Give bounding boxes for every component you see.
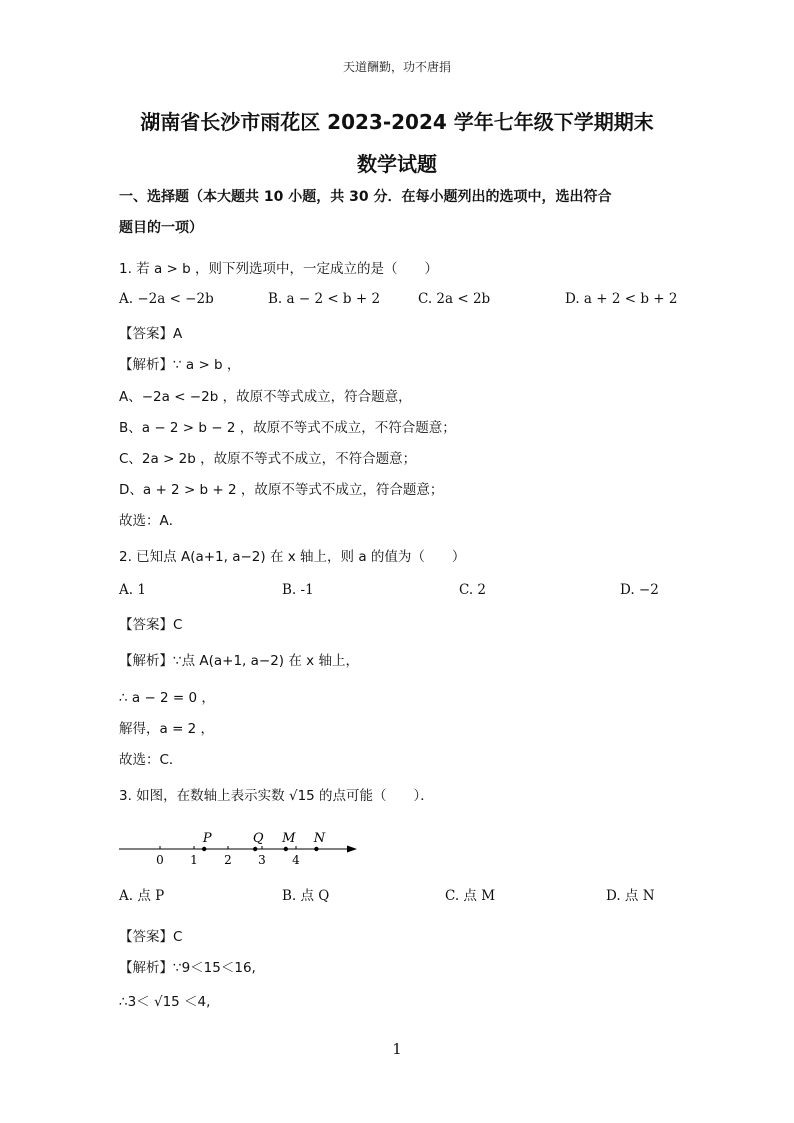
q2-analysis-1: ∴ a − 2 = 0 ， [119, 690, 215, 706]
q3-option-a: A. 点 P [119, 888, 165, 904]
q1-stem: 1. 若 a > b ，则下列选项中，一定成立的是（ ） [119, 261, 438, 277]
q3-analysis-0: 【解析】∵9＜15＜16, [119, 960, 256, 976]
q2-stem: 2. 已知点 A(a+1, a−2) 在 x 轴上，则 a 的值为（ ） [119, 549, 466, 565]
q1-analysis-3: C、2a > 2b ，故原不等式不成立，不符合题意； [119, 451, 417, 467]
document-title: 湖南省长沙市雨花区 2023-2024 学年七年级下学期期末 [140, 110, 654, 134]
number-line-arrow [347, 846, 357, 853]
q1-analysis-1: A、−2a < −2b ，故原不等式成立，符合题意， [119, 389, 412, 405]
q2-option-a: A. 1 [119, 582, 146, 598]
q1-option-a: A. −2a < −2b [119, 291, 214, 307]
q3-stem: 3. 如图，在数轴上表示实数 √15 的点可能（ ）． [119, 788, 434, 804]
section-heading-cont: 题目的一项） [119, 220, 203, 236]
q1-option-d: D. a + 2 < b + 2 [565, 291, 678, 307]
q2-analysis-3: 故选：C． [119, 752, 183, 768]
page-number: 1 [392, 1040, 402, 1058]
q3-option-c: C. 点 M [445, 888, 496, 904]
number-line-point-q [253, 847, 257, 851]
number-line-point-n [314, 847, 318, 851]
number-line-point-p [202, 847, 206, 851]
q1-option-c: C. 2a < 2b [418, 291, 491, 307]
number-line-point-label-n: N [313, 831, 326, 846]
q1-analysis-0: 【解析】∵ a > b ， [119, 357, 241, 373]
number-line-tick-label-1: 1 [190, 853, 198, 867]
number-line-point-label-m: M [282, 831, 296, 846]
number-line-tick-label-4: 4 [292, 853, 300, 867]
section-heading: 一、选择题（本大题共 10 小题，共 30 分．在每小题列出的选项中，选出符合 [119, 189, 612, 205]
number-line-point-label-q: Q [252, 831, 264, 846]
number-line-figure [119, 822, 364, 872]
number-line-point-label-p: P [202, 831, 212, 846]
q2-option-d: D. −2 [620, 582, 659, 598]
q1-analysis-5: 故选：A． [119, 513, 183, 529]
page-header: 天道酬勤，功不唐捐 [342, 60, 451, 74]
number-line-tick-label-0: 0 [156, 853, 164, 867]
q2-option-c: C. 2 [459, 582, 487, 598]
q2-option-b: B. -1 [282, 582, 314, 598]
q2-analysis-0: 【解析】∵点 A(a+1, a−2) 在 x 轴上， [119, 653, 359, 669]
document-subtitle: 数学试题 [357, 152, 437, 176]
q3-answer: 【答案】C [119, 929, 183, 945]
number-line-tick-label-3: 3 [258, 853, 266, 867]
q3-analysis-1: ∴3＜ √15 ＜4, [119, 994, 211, 1010]
q3-option-b: B. 点 Q [282, 888, 330, 904]
q2-answer: 【答案】C [119, 617, 183, 633]
q1-analysis-4: D、a + 2 > b + 2 ，故原不等式不成立，符合题意； [119, 482, 444, 498]
q1-analysis-2: B、a − 2 > b − 2 ，故原不等式不成立，不符合题意； [119, 420, 456, 436]
q1-answer: 【答案】A [119, 326, 183, 342]
q2-analysis-2: 解得，a = 2 ， [119, 721, 215, 737]
q3-option-d: D. 点 N [606, 888, 655, 904]
number-line-point-m [284, 847, 288, 851]
number-line-tick-label-2: 2 [224, 853, 232, 867]
q1-option-b: B. a − 2 < b + 2 [268, 291, 381, 307]
